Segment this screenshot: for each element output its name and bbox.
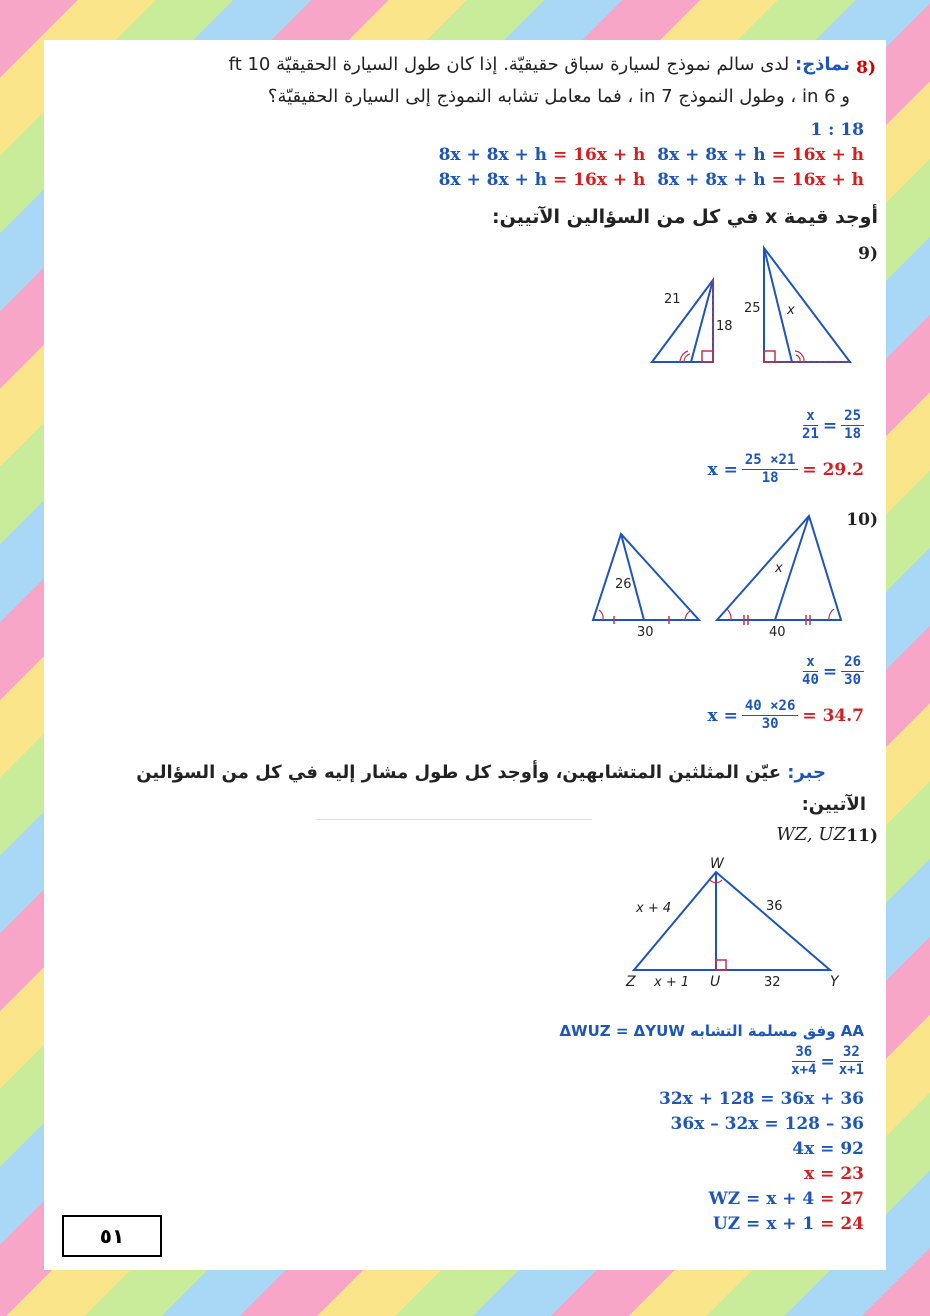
q11-vertex-w: W <box>710 856 724 872</box>
q8-r2-b: = 16x + h <box>552 170 646 190</box>
q9-sol-den: 18 <box>761 470 779 486</box>
question-9-number: 9) <box>858 244 878 264</box>
q10-frac-2 <box>841 654 864 689</box>
algebra-label: جبر: <box>787 762 826 783</box>
q11-step-1: 32x + 128 = 36x + 36 <box>659 1089 864 1109</box>
q8-row-1 <box>439 145 864 165</box>
q10-result: = 34.7 <box>802 705 864 726</box>
q11-frac-1 <box>791 1044 816 1079</box>
q11-vertex-y: Y <box>830 974 839 990</box>
q9-label-d: x <box>787 303 795 318</box>
q10-lhs: x = <box>707 705 738 726</box>
q10-n1: x <box>803 654 817 672</box>
algebra-line1 <box>136 762 826 783</box>
q8-r1-d: = 16x + h <box>771 145 864 165</box>
worksheet-page <box>44 40 886 1270</box>
q11-step-2: 36x – 32x = 128 – 36 <box>670 1114 864 1134</box>
question-11-target: WZ, UZ <box>776 824 846 845</box>
q10-sol-den: 30 <box>761 716 779 732</box>
q11-side-zu: x + 1 <box>654 975 690 990</box>
q8-answer: 1 : 18 <box>810 120 864 140</box>
q9-proportion <box>802 408 864 443</box>
q10-sol-num: 40 ×26 <box>742 698 799 716</box>
q8-r1-b: = 16x + h <box>552 145 646 165</box>
q10-triangles-figure <box>589 508 854 646</box>
page-number: ٥١ <box>62 1215 162 1257</box>
q8-r2-d: = 16x + h <box>771 170 864 190</box>
q9-d1: 21 <box>802 426 819 442</box>
question-11-number: 11) <box>846 826 878 846</box>
q9-n2: 25 <box>841 408 864 426</box>
question-10-number: 10) <box>846 510 878 530</box>
q11-n2: 32 <box>840 1044 863 1062</box>
q8-row-2 <box>439 170 864 190</box>
q11-wz-answer <box>709 1189 864 1209</box>
q11-d2: x+1 <box>838 1062 864 1078</box>
q11-frac-2 <box>839 1044 864 1079</box>
question-8-label: نماذج: <box>795 54 850 75</box>
q11-vertex-u: U <box>710 974 721 990</box>
q9-triangles-figure <box>644 240 864 375</box>
q10-frac-3 <box>742 698 799 733</box>
question-8-line2: و 6 in ، وطول النموذج 7 in ، فما معامل تشابه النموذج إلى السيارة الحقيقيّة؟ <box>267 86 850 107</box>
q8-r2-c: 8x + 8x + h <box>657 170 766 190</box>
q11-step-4: x = 23 <box>804 1164 864 1184</box>
q9-solution <box>708 452 864 487</box>
q11-side-wy: 36 <box>766 899 783 914</box>
q10-d1: 40 <box>802 672 819 688</box>
q11-uz-left: UZ = x + 1 <box>712 1214 821 1234</box>
q9-label-a: 21 <box>664 292 681 307</box>
q11-equals: = <box>820 1051 835 1072</box>
q9-result: = 29.2 <box>802 459 864 480</box>
q9-frac-3 <box>742 452 799 487</box>
q9-d2: 18 <box>844 426 861 442</box>
q10-n2: 26 <box>841 654 864 672</box>
q9-label-c: 25 <box>744 301 761 316</box>
question-8-line1 <box>90 54 850 75</box>
q9-frac-1 <box>802 408 819 443</box>
q11-n1: 36 <box>792 1044 815 1062</box>
q9-sol-num: 25 ×21 <box>742 452 799 470</box>
q11-wz-right: = 27 <box>820 1189 864 1209</box>
q11-uz-answer <box>713 1214 864 1234</box>
q8-r1-c: 8x + 8x + h <box>657 145 766 165</box>
q9-label-b: 18 <box>716 319 733 334</box>
q11-proportion <box>791 1044 864 1079</box>
q11-uz-right: = 24 <box>820 1214 864 1234</box>
q11-d1: x+4 <box>791 1062 817 1078</box>
divider <box>316 819 592 820</box>
q10-label-d: 40 <box>769 625 786 640</box>
q8-r2-a: 8x + 8x + h <box>438 170 548 190</box>
algebra-text1: عيّن المثلثين المتشابهين، وأوجد كل طول مشار إليه في كل من السؤالين <box>136 762 781 783</box>
q11-side-uy: 32 <box>764 975 781 990</box>
q9-frac-2 <box>841 408 864 443</box>
q11-similarity: AA وفق مسلمة التشابه ΔWUZ = ΔYUW <box>559 1022 864 1040</box>
q9-equals: = <box>822 415 838 436</box>
question-8-text1: لدى سالم نموذج لسيارة سباق حقيقيّة. إذا كان طول السيارة الحقيقيّة 10 ft <box>228 54 790 75</box>
q8-r1-a: 8x + 8x + h <box>438 145 548 165</box>
q10-proportion <box>802 654 864 689</box>
find-x-heading: أوجد قيمة x في كل من السؤالين الآتيين: <box>492 206 878 228</box>
question-8-number: 8) <box>856 58 876 78</box>
q11-triangle-figure <box>614 852 864 992</box>
q10-label-a: 26 <box>615 577 632 592</box>
q11-step-3: 4x = 92 <box>792 1139 864 1159</box>
algebra-line2: الآتيين: <box>801 794 866 815</box>
q11-vertex-z: Z <box>626 974 636 990</box>
q11-side-wz: x + 4 <box>636 901 672 916</box>
q10-label-c: x <box>775 561 783 576</box>
q10-equals: = <box>822 661 838 682</box>
q10-solution <box>708 698 864 733</box>
q10-frac-1 <box>802 654 819 689</box>
q10-d2: 30 <box>844 672 861 688</box>
q11-wz-left: WZ = x + 4 <box>708 1189 821 1209</box>
q9-n1: x <box>803 408 817 426</box>
q9-lhs: x = <box>707 459 738 480</box>
q10-label-b: 30 <box>637 625 654 640</box>
